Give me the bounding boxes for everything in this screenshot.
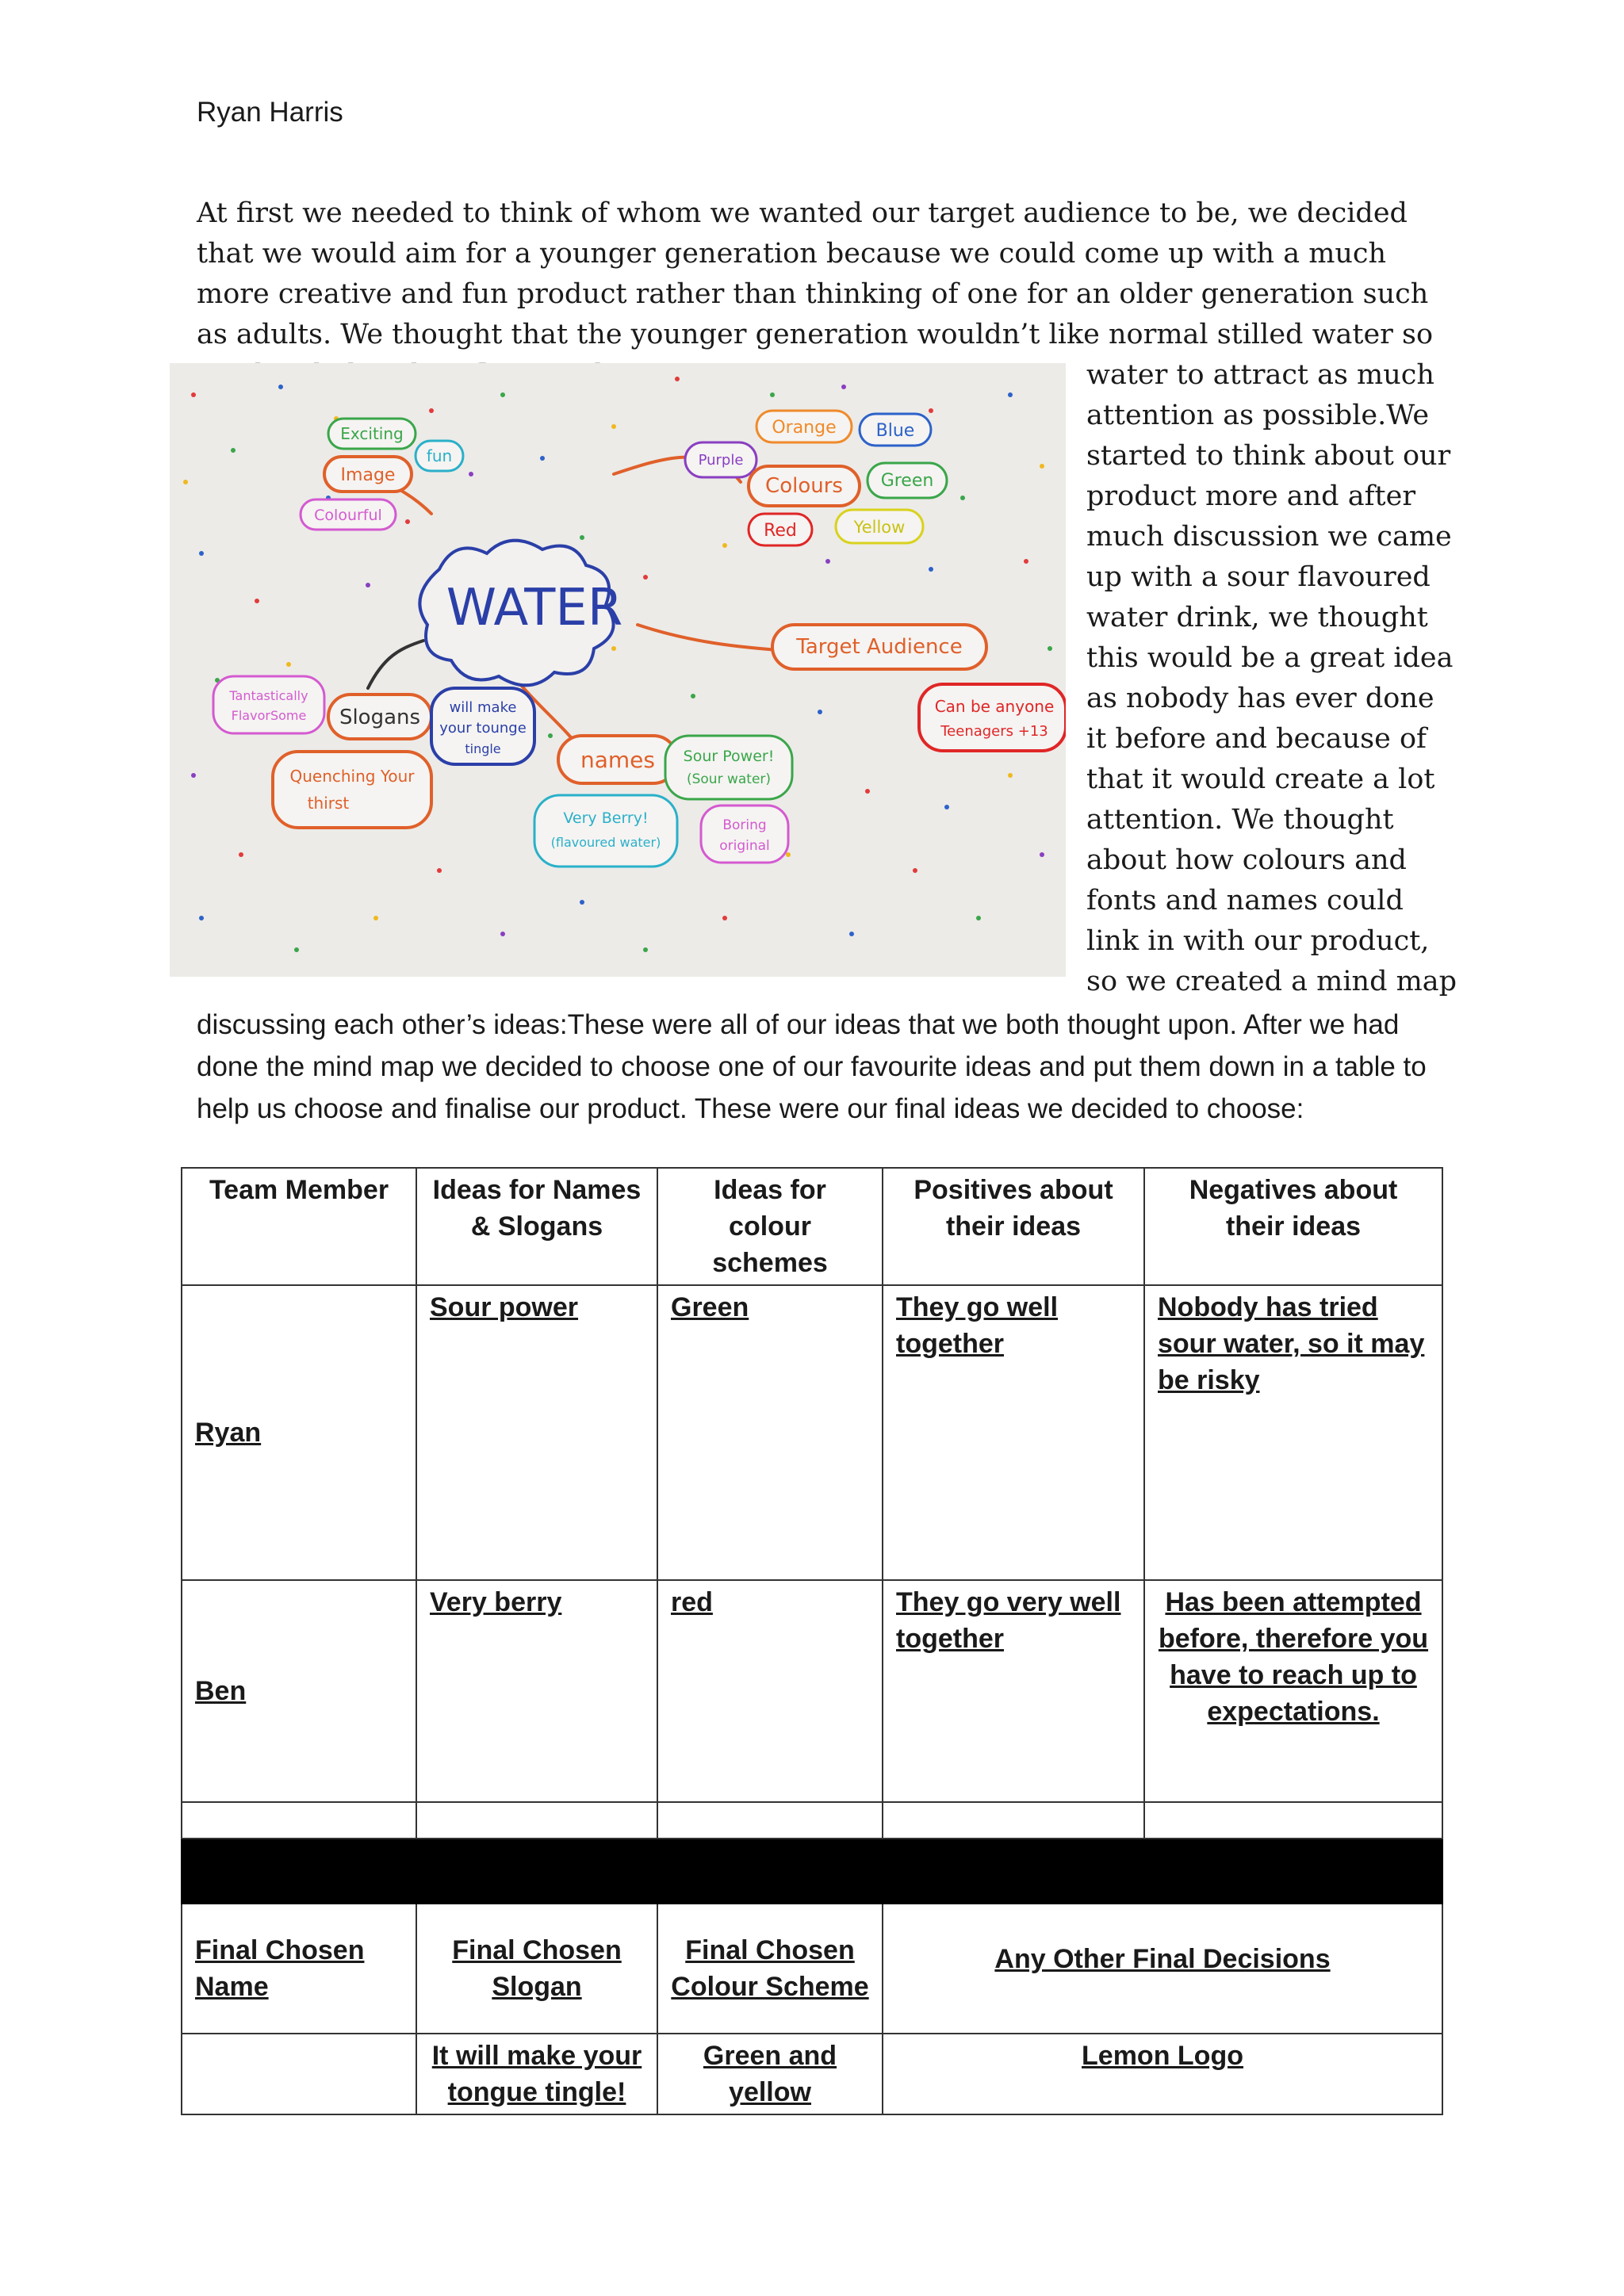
svg-text:thirst: thirst xyxy=(307,794,350,813)
svg-text:your tounge: your tounge xyxy=(439,720,527,737)
svg-text:Blue: Blue xyxy=(875,421,915,441)
boring-original-node xyxy=(701,806,788,863)
svg-text:Colourful: Colourful xyxy=(314,507,382,524)
colourful-node xyxy=(301,499,396,530)
final-colour-header: Final Chosen Colour Scheme xyxy=(657,1904,883,2034)
author-name: Ryan Harris xyxy=(197,97,343,128)
empty-row xyxy=(182,1802,1442,1839)
exciting-node xyxy=(328,419,416,449)
names-node xyxy=(558,736,677,783)
intro-paragraph: At first we needed to think of whom we wanted our target audience to be, we decided that we would aim for a younger generation because we could come up with a much more creative and fun product rather than thinking of one for an older generation such as adults. We thought that the younger generation wouldn’t like normal stilled water so xyxy=(197,197,1434,350)
svg-text:Slogans: Slogans xyxy=(339,706,421,729)
colours-node xyxy=(749,466,860,506)
svg-text:Boring: Boring xyxy=(722,817,767,833)
svg-text:tingle: tingle xyxy=(465,741,501,756)
names-cell: Sour power xyxy=(416,1285,657,1580)
purple-node xyxy=(685,442,756,477)
svg-text:Colours: Colours xyxy=(765,474,843,498)
final-name-header: Final Chosen Name xyxy=(182,1904,416,2034)
colours-cell: red xyxy=(657,1580,883,1802)
can-be-anyone-node xyxy=(919,684,1066,751)
svg-text:Purple: Purple xyxy=(698,452,744,469)
wrap-paragraph: water to attract as much attention as possible.We started to think about our product more and after much discussion we came up with a sour flavoured water drink, we thought this would be a great idea as nobody has ever done it before and because of that it would create a lot attention. We thought about how colours and fonts and names could link in with our product, so we created a mind map xyxy=(1086,359,1457,997)
slogans-node xyxy=(328,695,431,739)
tongue-tingle-node xyxy=(431,688,534,764)
svg-text:Yellow: Yellow xyxy=(853,518,906,537)
mind-map-image xyxy=(170,363,1066,977)
fun-node xyxy=(416,441,463,471)
member-name: Ben xyxy=(182,1580,416,1802)
svg-text:Tantastically: Tantastically xyxy=(229,688,308,703)
table-header-row xyxy=(182,1168,1442,1285)
final-other-header: Any Other Final Decisions xyxy=(883,1904,1442,2034)
svg-text:Exciting: Exciting xyxy=(340,424,404,443)
blue-node xyxy=(860,414,931,446)
header-positives: Positives about their ideas xyxy=(883,1168,1144,1285)
green-node xyxy=(868,463,947,498)
black-divider-row xyxy=(182,1839,1442,1904)
final-slogan-header: Final Chosen Slogan xyxy=(416,1904,657,2034)
red-node xyxy=(749,514,812,545)
positives-cell: They go well together xyxy=(883,1285,1144,1580)
yellow-node xyxy=(836,510,923,543)
member-name: Ryan xyxy=(182,1285,416,1580)
final-header-row xyxy=(182,1904,1442,2034)
target-audience-node xyxy=(772,625,986,669)
header-colour-schemes: Ideas for colour schemes xyxy=(657,1168,883,1285)
final-colour-value: Green and yellow xyxy=(657,2034,883,2114)
colours-cell: Green xyxy=(657,1285,883,1580)
final-slogan-value: It will make your tongue tingle! xyxy=(416,2034,657,2114)
orange-node xyxy=(756,411,852,442)
ideas-table xyxy=(181,1167,1443,2115)
names-cell: Very berry xyxy=(416,1580,657,1802)
table-row xyxy=(182,1580,1442,1802)
mind-map-drawing xyxy=(170,363,1066,977)
final-other-value: Lemon Logo xyxy=(883,2034,1442,2114)
svg-text:fun: fun xyxy=(426,446,453,465)
svg-text:names: names xyxy=(580,747,655,773)
svg-text:Image: Image xyxy=(340,465,396,485)
fantastically-flavorsome-node xyxy=(213,676,324,733)
svg-text:Orange: Orange xyxy=(772,418,837,438)
svg-text:will make: will make xyxy=(449,699,517,716)
svg-text:original: original xyxy=(719,838,770,854)
quenching-thirst-node xyxy=(273,752,431,828)
table-row xyxy=(182,1285,1442,1580)
header-names-slogans: Ideas for Names & Slogans xyxy=(416,1168,657,1285)
final-name-value xyxy=(182,2034,416,2114)
svg-text:Green: Green xyxy=(880,471,934,491)
negatives-cell: Nobody has tried sour water, so it may be risky xyxy=(1144,1285,1442,1580)
svg-text:Very Berry!: Very Berry! xyxy=(563,809,649,827)
svg-text:Sour Power!: Sour Power! xyxy=(683,748,775,765)
svg-text:(flavoured water): (flavoured water) xyxy=(550,835,661,850)
svg-text:(Sour water): (Sour water) xyxy=(686,771,772,787)
sour-power-node xyxy=(665,736,792,799)
positives-cell: They go very well together xyxy=(883,1580,1144,1802)
svg-text:Can be anyone: Can be anyone xyxy=(934,697,1055,716)
image-node xyxy=(324,457,412,492)
water-label: WATER xyxy=(446,579,623,637)
svg-text:Target Audience: Target Audience xyxy=(796,635,963,659)
svg-text:Red: Red xyxy=(764,521,797,541)
header-negatives: Negatives about their ideas xyxy=(1144,1168,1442,1285)
negatives-cell: Has been attempted before, therefore you have to reach up to expectations. xyxy=(1144,1580,1442,1802)
svg-text:FlavorSome: FlavorSome xyxy=(231,708,307,723)
svg-text:Quenching Your: Quenching Your xyxy=(289,767,415,786)
header-team-member: Team Member xyxy=(182,1168,416,1285)
after-map-paragraph: discussing each other’s ideas:These were all of our ideas that we both thought upon. After we had done the mind map we decided to choose one of our favourite ideas and put them down in a table to help us choose and finalise our product. These were our final ideas we decided to choose: xyxy=(197,1009,1427,1124)
svg-text:Teenagers +13: Teenagers +13 xyxy=(940,723,1048,740)
very-berry-node xyxy=(534,795,677,867)
final-values-row xyxy=(182,2034,1442,2114)
